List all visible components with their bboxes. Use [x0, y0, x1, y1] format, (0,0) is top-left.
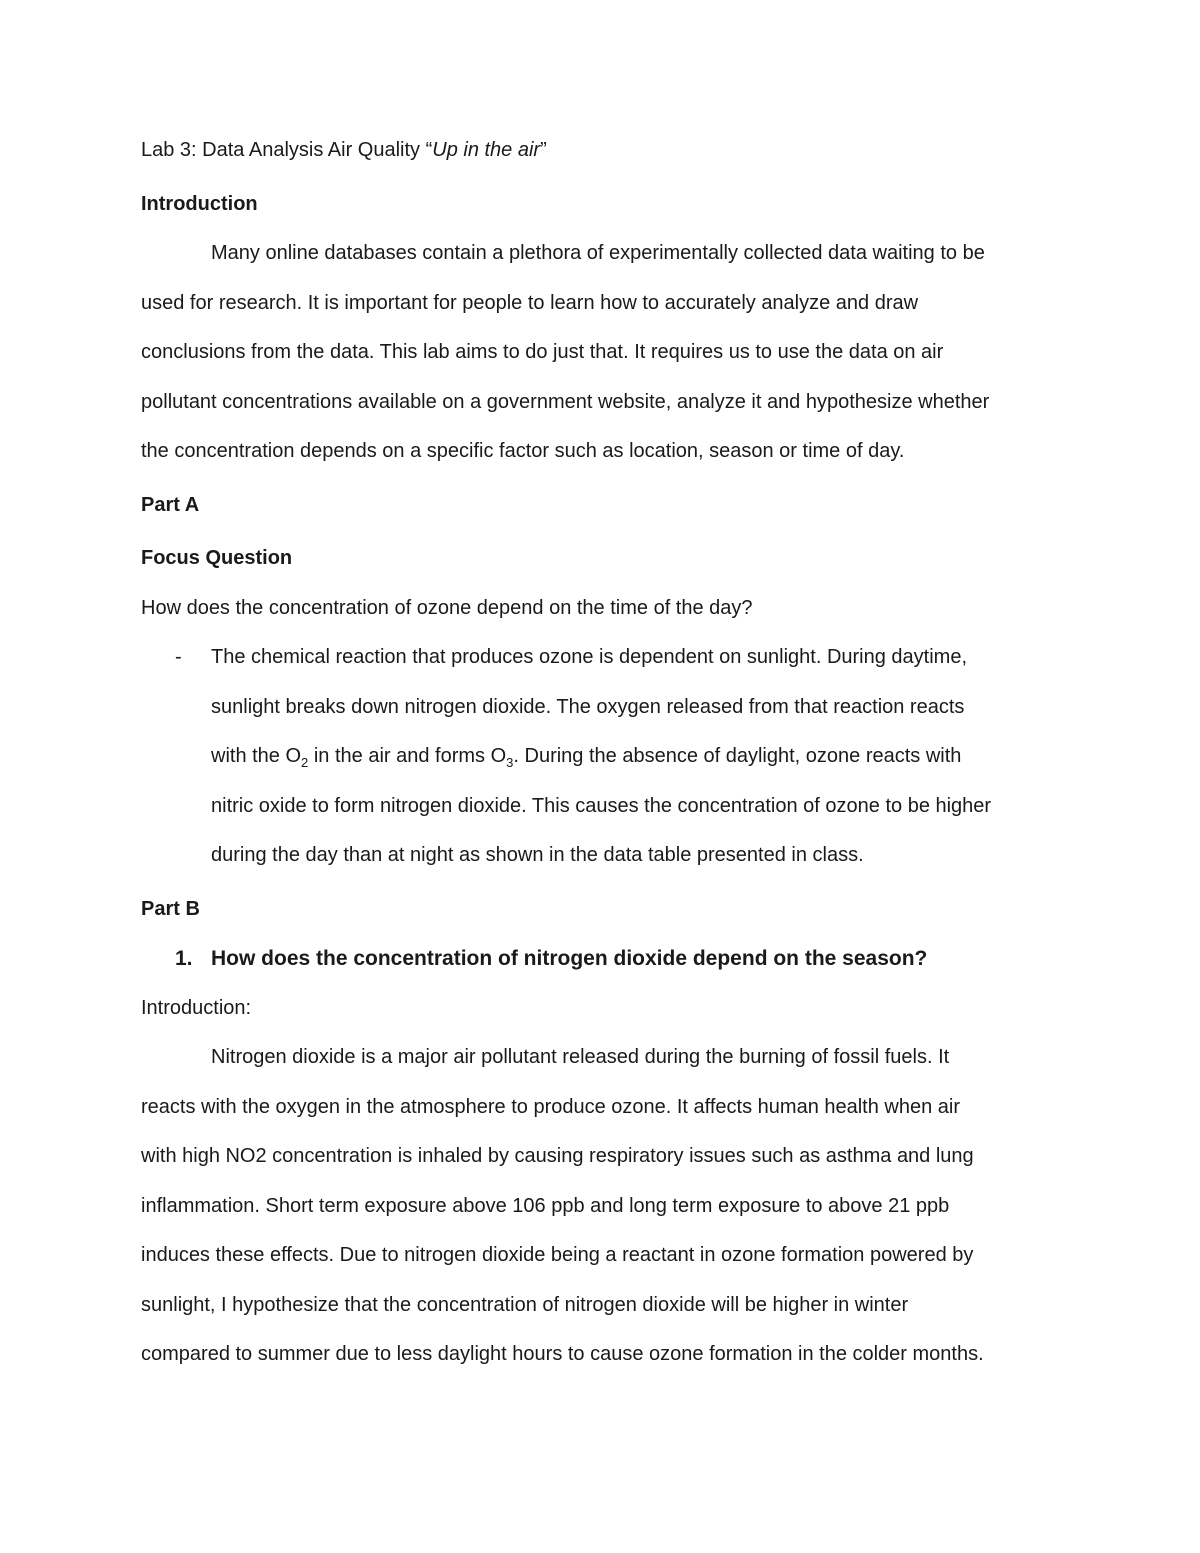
part-b-line: compared to summer due to less daylight hours to cause ozone formation in the colder months.: [141, 1343, 984, 1365]
bullet-item: [141, 633, 1071, 881]
part-b-line: reacts with the oxygen in the atmosphere to produce ozone. It affects human health when air: [141, 1095, 961, 1118]
intro-line: Many online databases contain a plethora of experimentally collected data waiting to be: [211, 242, 985, 264]
bullet-dash: -: [175, 646, 182, 668]
bullet-body: [211, 633, 1071, 881]
document-page: [141, 126, 1071, 1380]
bullet-line: The chemical reaction that produces ozone is dependent on sunlight. During daytime,: [211, 646, 968, 668]
question-text: How does the concentration of nitrogen dioxide depend on the season?: [211, 947, 928, 970]
part-b-intro-label: Introduction:: [141, 996, 252, 1019]
bullet-line: with the $O_2$ in the air and forms $O_3$. During the absence of daylight, ozone reacts with: [211, 745, 962, 770]
part-b-line: inflammation. Short term exposure above 106 ppb and long term exposure to above 21 ppb: [141, 1194, 950, 1217]
subscript: 2: [301, 755, 309, 770]
part-b-heading: Part B: [141, 897, 200, 920]
intro-line: the concentration depends on a specific factor such as location, season or time of day.: [141, 440, 905, 462]
intro-line: pollutant concentrations available on a government website, analyze it and hypothesize whether: [141, 390, 990, 413]
bullet-line: during the day than at night as shown in the data table presented in class.: [211, 844, 864, 866]
intro-heading: Introduction: [141, 192, 258, 215]
part-b-line: induces these effects. Due to nitrogen dioxide being a reactant in ozone formation powered by: [141, 1244, 974, 1266]
subscript: 3: [506, 755, 514, 770]
part-b-line: Nitrogen dioxide is a major air pollutant released during the burning of fossil fuels. It: [211, 1046, 950, 1068]
part-b-line: sunlight, I hypothesize that the concentration of nitrogen dioxide will be higher in winter: [141, 1293, 909, 1316]
bullet-line: sunlight breaks down nitrogen dioxide. The oxygen released from that reaction reacts: [211, 695, 965, 718]
bullet-line: nitric oxide to form nitrogen dioxide. This causes the concentration of ozone to be higher: [211, 794, 992, 817]
part-b-line: with high NO2 concentration is inhaled by causing respiratory issues such as asthma and lung: [141, 1145, 974, 1167]
focus-question-heading: Focus Question: [141, 547, 293, 569]
numbered-question: [141, 934, 1071, 984]
question-number: 1.: [175, 947, 193, 970]
part-a-heading: Part A: [141, 493, 200, 516]
intro-line: conclusions from the data. This lab aims to do just that. It requires us to use the data on air: [141, 341, 944, 363]
title-quote-close: ”: [540, 139, 547, 161]
title-text: Lab 3: Data Analysis Air Quality “: [141, 139, 433, 161]
document-title: [141, 126, 1071, 176]
intro-line: used for research. It is important for people to learn how to accurately analyze and draw: [141, 291, 919, 314]
focus-question-text: How does the concentration of ozone depend on the time of the day?: [141, 596, 753, 619]
title-italic: Up in the air: [432, 139, 541, 161]
